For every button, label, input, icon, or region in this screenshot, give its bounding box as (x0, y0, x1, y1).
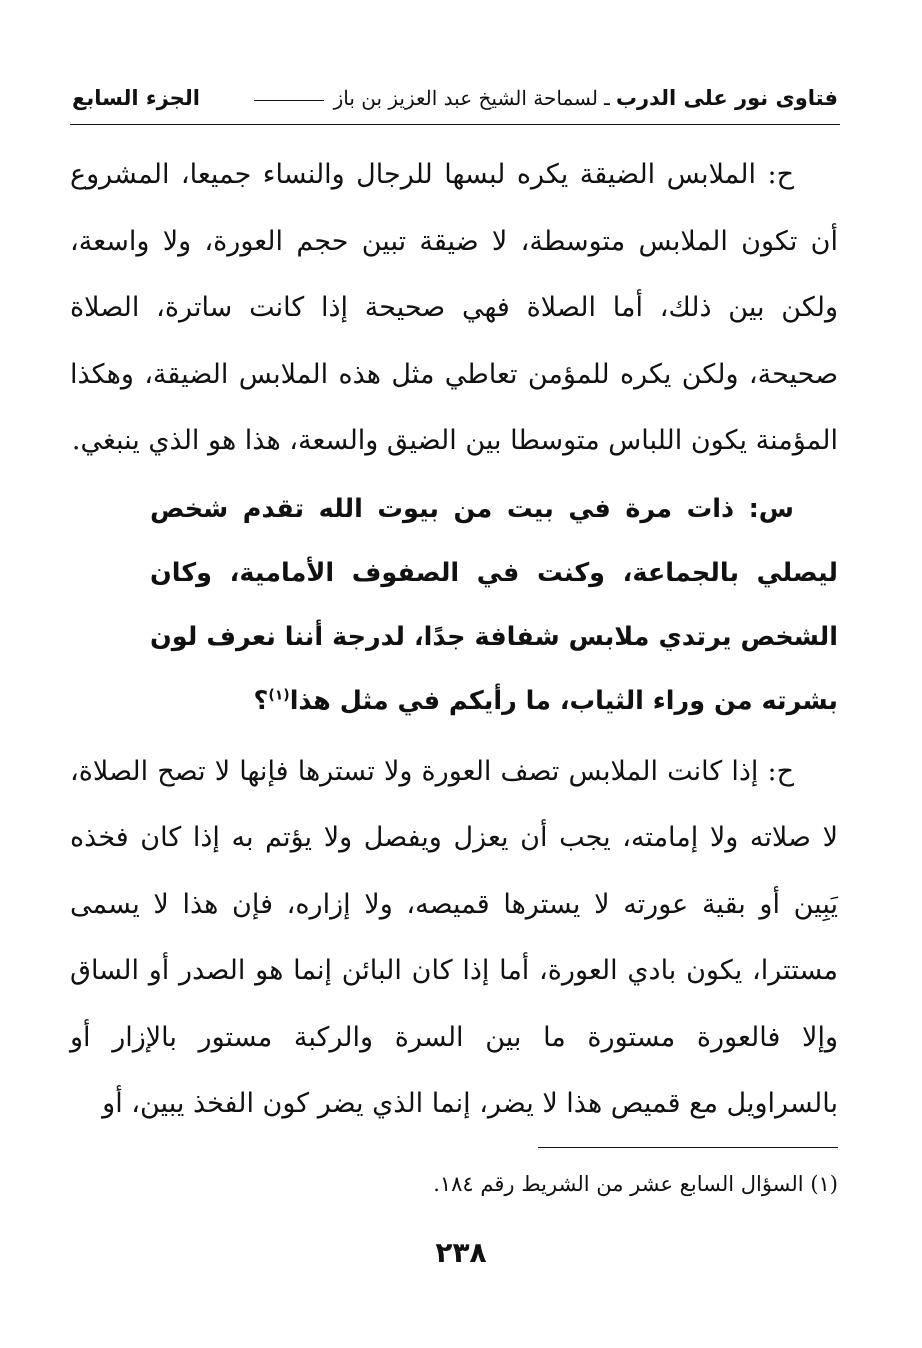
answer-1-text: ح: الملابس الضيقة يكره لبسها للرجال والنساء جميعا، المشروع أن تكون الملابس متوسطة، لا ضيقة تبين حجم العورة، ولا واسعة، ولكن بين ذلك، أما الصلاة فهي صحيحة إذا كانت ساترة، الصلاة صحيحة، ولكن يكره للمؤمن تعاطي مثل هذه الملابس الضيقة، وهكذا المؤمنة يكون اللباس متوسطا بين الضيق والسعة، هذا هو الذي ينبغي. (70, 159, 838, 456)
footnote: (١) السؤال السابع عشر من الشريط رقم ١٨٤. (433, 1172, 838, 1196)
volume-label: الجزء السابع (72, 86, 200, 110)
footnote-reference: (١) (268, 687, 290, 703)
question-2-text: س: ذات مرة في بيت من بيوت الله تقدم شخص ليصلي بالجماعة، وكنت في الصفوف الأمامية، وكان الشخص يرتدي ملابس شفافة جدًا، لدرجة أننا نعرف لون بشرته من وراء الثياب، ما رأيكم في مثل هذا (150, 493, 838, 716)
answer-paragraph-2 (70, 739, 838, 1138)
author-name: لسماحة الشيخ عبد العزيز بن باز (333, 86, 598, 110)
book-title: فتاوى نور على الدرب (615, 86, 838, 110)
header-separator: ـ (603, 86, 610, 110)
answer-2-text: ح: إذا كانت الملابس تصف العورة ولا تسترها فإنها لا تصح الصلاة، لا صلاته ولا إمامته، يجب أن يعزل ويفصل ولا يؤتم به إذا كان فخذه يَبِين أو بقية عورته لا يسترها قميصه، ولا إزاره، فإن هذا لا يسمى مستترا، يكون بادي العورة، أما إذا كان البائن إنما هو الصدر أو الساق وإلا فالعورة مستورة ما بين السرة والركبة مستور بالإزار أو بالسراويل مع قميص هذا لا يضر، إنما الذي يضر كون الفخذ يبين، أو (70, 755, 838, 1119)
answer-paragraph-1 (70, 142, 838, 475)
page-number: ٢٣٨ (435, 1236, 487, 1269)
header-book-info (250, 86, 838, 110)
header-dash-line (254, 100, 324, 101)
question-2-ending: ؟ (253, 685, 269, 716)
question-paragraph-2 (70, 477, 838, 733)
footnote-rule (538, 1147, 838, 1148)
main-text (70, 142, 838, 1138)
header-rule (70, 124, 840, 125)
running-header (72, 78, 838, 118)
